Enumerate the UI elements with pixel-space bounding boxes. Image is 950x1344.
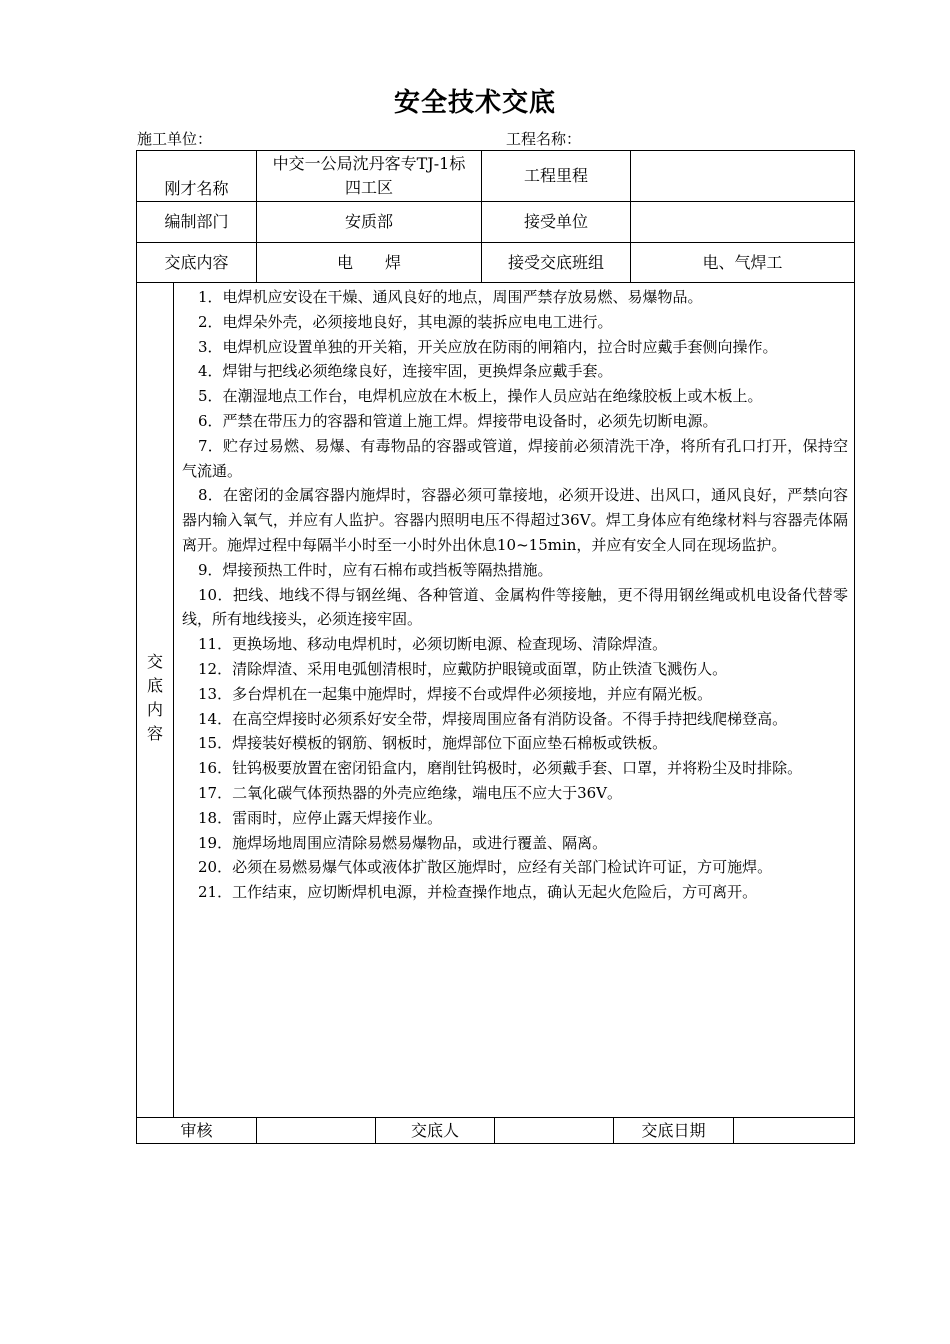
- field-label-name: 刚才名称: [164, 178, 229, 198]
- field-value-mileage: [631, 151, 854, 201]
- briefing-item: 19．施焊场地周围应清除易燃易爆物品，或进行覆盖、隔离。: [198, 833, 608, 852]
- field-label-department: 编制部门: [164, 212, 229, 231]
- briefing-item: 9．焊接预热工件时，应有石棉布或挡板等隔热措施。: [198, 560, 553, 579]
- briefing-item: 2．电焊朵外壳，必须接地良好，其电源的装拆应电电工进行。: [198, 312, 613, 331]
- briefing-item: 15．焊接装好模板的钢筋、钢板时，施焊部位下面应垫石棉板或铁板。: [198, 734, 668, 753]
- briefing-item: 21．工作结束，应切断焊机电源，并检查操作地点，确认无起火危险后，方可离开。: [198, 883, 758, 902]
- construction-unit-label: 施工单位：: [137, 130, 213, 148]
- field-value-name: 中交一公局沈丹客专TJ-1标四工区: [272, 154, 466, 197]
- briefing-item: 10．把线、地线不得与钢丝绳、各种管道、金属构件等接触，更不得用钢丝绳或机电设备代替零线，所有地线接头，必须连接牢固。: [182, 585, 848, 629]
- review-label: 审核: [180, 1121, 213, 1140]
- briefing-content: [182, 285, 848, 905]
- review-value: [257, 1118, 375, 1144]
- document-title: 安全技术交底: [393, 88, 556, 118]
- content-side-label: 交 底 内 容: [146, 652, 163, 743]
- date-value: [734, 1118, 854, 1144]
- briefing-item: 4．焊钳与把线必须绝缘良好，连接牢固，更换焊条应戴手套。: [198, 362, 613, 381]
- briefing-item: 17．二氧化碳气体预热器的外壳应绝缘，端电压不应大于36V。: [198, 783, 623, 802]
- briefing-item: 11．更换场地、移动电焊机时，必须切断电源、检查现场、清除焊渣。: [198, 635, 668, 654]
- presenter-value: [495, 1118, 613, 1144]
- briefing-item: 8．在密闭的金属容器内施焊时，容器必须可靠接地，必须开设进、出风口，通风良好，严禁向容器内输入氧气，并应有人监护。容器内照明电压不得超过36V。焊工身体应有绝缘材料与容器壳体隔离开。施焊过程中每隔半小时至一小时外出休息10~15min，并应有安全人同在现场监护。: [182, 486, 848, 554]
- project-name-label: 工程名称：: [506, 130, 582, 148]
- briefing-item: 20．必须在易燃易爆气体或液体扩散区施焊时，应经有关部门检试许可证，方可施焊。: [198, 858, 773, 877]
- field-label-receiving-unit: 接受单位: [523, 212, 588, 231]
- briefing-item: 14．在高空焊接时必须系好安全带，焊接周围应备有消防设备。不得手持把线爬梯登高。: [198, 709, 788, 728]
- row-divider: [136, 282, 855, 283]
- briefing-item: 18．雷雨时，应停止露天焊接作业。: [198, 808, 443, 827]
- date-label: 交底日期: [641, 1121, 706, 1140]
- field-value-content: 电 焊: [336, 252, 401, 272]
- briefing-item: 7．贮存过易燃、易爆、有毒物品的容器或管道，焊接前必须清洗干净，将所有孔口打开，保持空气流通。: [182, 436, 848, 480]
- field-label-content: 交底内容: [164, 252, 229, 272]
- col-divider: [173, 282, 174, 1118]
- briefing-item: 5．在潮湿地点工作台，电焊机应放在木板上，操作人员应站在绝缘胶板上或木板上。: [198, 387, 763, 406]
- field-value-department: 安质部: [344, 212, 393, 231]
- field-value-receiving-unit: [631, 202, 854, 242]
- field-label-team: 接受交底班组: [507, 252, 604, 272]
- presenter-label: 交底人: [410, 1121, 459, 1140]
- briefing-item: 12．清除焊渣、采用电弧刨清根时，应戴防护眼镜或面罩，防止铁渣飞溅伤人。: [198, 659, 728, 678]
- briefing-item: 1．电焊机应安设在干燥、通风良好的地点，周围严禁存放易燃、易爆物品。: [198, 288, 703, 306]
- field-value-team: 电、气焊工: [702, 252, 783, 272]
- field-label-mileage: 工程里程: [523, 166, 588, 185]
- briefing-item: 16．钍钨极要放置在密闭铅盒内，磨削钍钨极时，必须戴手套、口罩，并将粉尘及时排除。: [198, 759, 803, 778]
- briefing-item: 6．严禁在带压力的容器和管道上施工焊。焊接带电设备时，必须先切断电源。: [198, 411, 718, 430]
- briefing-item: 3．电焊机应设置单独的开关箱，开关应放在防雨的闸箱内，拉合时应戴手套侧向操作。: [198, 337, 778, 356]
- briefing-item: 13．多台焊机在一起集中施焊时，焊接不台或焊件必须接地，并应有隔光板。: [198, 684, 713, 703]
